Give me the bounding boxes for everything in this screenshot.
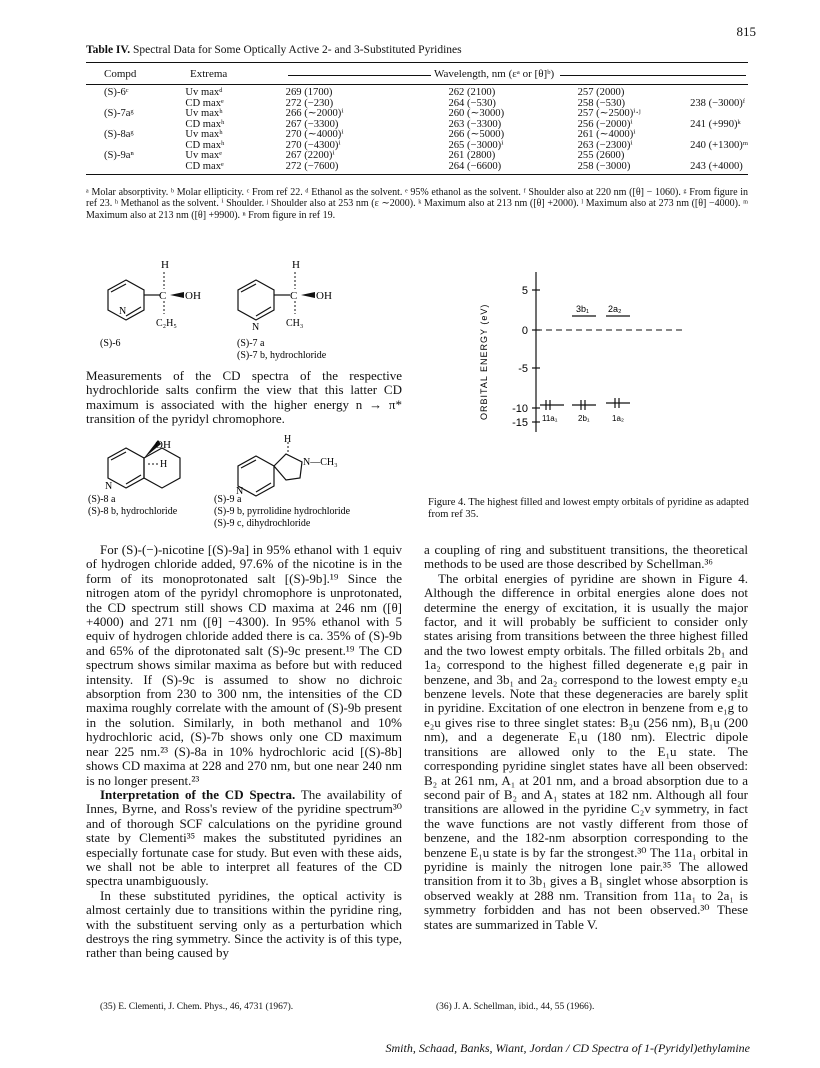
cell-v2: 266 (∼5000): [448, 129, 505, 140]
s6-label: (S)-6: [100, 338, 121, 349]
left-paragraph-1: For (S)-(−)-nicotine [(S)-9a] in 95% ethanol with 1 equiv of hydrogen chloride added, 97.6% of the nicotine is in the form of its monoprotonated salt [(S)-9b].¹⁹ Since the nitrogen atom of the pyridyl chromophore is unprotonated, the CD spectrum still shows CD maxima at 246 nm ([θ] +4000) and 271 nm ([θ] −4300). In 95% ethanol with 5 equiv of hydrogen chloride added there is ca. 35% of (S)-9b and 65% of the diprotonated salt (S)-9c present.¹⁹ The CD spectrum shows similar maxima as before but with reduced intensity. If (S)-9c is assumed to show no dichroic absorption from 230 to 300 nm, the intensities of the CD maxima roughly correlate with the amount of (S)-9b present in the solution. Similarly, in both methanol and 10% hydrochloric acid, (S)-7b shows only one CD maximum near 225 nm.²³ (S)-8a in 10% hydrochloric acid [(S)-8b] shows CD maxima at 228 and 270 nm, but one near 240 nm is no longer present.²³: [86, 542, 402, 788]
cell-extrema: CD maxʰ: [185, 118, 225, 130]
filled-levels: [540, 398, 630, 410]
s9-label3: (S)-9 c, dihydrochloride: [214, 518, 311, 529]
figure4-ylabel: ORBITAL ENERGY (eV): [479, 303, 489, 420]
cell-extrema: Uv maxᵈ: [185, 87, 223, 98]
s7-label2: (S)-7 b, hydrochloride: [237, 350, 327, 361]
s8-label1: (S)-8 a: [88, 494, 116, 505]
page-number: 815: [736, 24, 756, 39]
cell-v2: 264 (−530): [448, 97, 496, 109]
table-row: [86, 151, 748, 162]
col-header-extrema: Extrema: [190, 68, 228, 80]
structures-8-9: [86, 434, 406, 532]
table-footnotes: ᵃ Molar absorptivity. ᵇ Molar ellipticity. ᶜ From ref 22. ᵈ Ethanol as the solvent. ᵉ 95% ethanol as the solvent. ᶠ Shoulder also at 220 nm ([θ] − 1060). ᵍ From figure in ref 23. ʰ Methanol as the solvent. ⁱ Shoulder. ʲ Shoulder also at 253 nm (ε ∼2000). ᵏ Maximum also at 213 nm ([θ] +2000). ˡ Maximum also at 273 nm ([θ] −4000). ᵐ Maximum also at 213 nm ([θ] +9900). ⁿ From figure in ref 19.: [86, 187, 748, 221]
table-bottom-rule: [86, 174, 748, 175]
axis-tick-label: -10: [512, 403, 528, 415]
s9-label2: (S)-9 b, pyrrolidine hydrochloride: [214, 506, 351, 517]
right-body-column: [424, 543, 748, 932]
cell-v2: 260 (∼3000): [448, 108, 505, 119]
label-2a2: 2a₂: [608, 304, 622, 314]
cell-extrema: Uv maxʰ: [185, 108, 223, 119]
cell-v1: 272 (−230): [285, 97, 334, 109]
cell-v3: 258 (−3000): [577, 160, 631, 172]
s9-nch3: N—CH₃: [303, 457, 338, 468]
cell-v2: 263 (−3300): [448, 118, 502, 130]
s6-h: H: [161, 259, 169, 271]
reference-36: (36) J. A. Schellman, ibid., 44, 55 (1966).: [436, 1002, 595, 1012]
cell-compd: [86, 141, 185, 152]
structures-6-7: [86, 258, 406, 366]
s7-oh: OH: [316, 290, 332, 302]
figure4-orbital-diagram: [470, 272, 710, 462]
cell-extrema: CD maxᵉ: [185, 97, 224, 109]
cell-v1: 269 (1700): [285, 87, 333, 98]
cell-extrema: CD maxʰ: [185, 139, 225, 151]
spectral-table: [86, 88, 748, 172]
cell-v4: [690, 130, 748, 141]
axis-tick-label: 0: [521, 325, 528, 337]
axis-tick-label: -5: [518, 363, 528, 375]
cell-v4: 241 (+990)ᵏ: [690, 118, 741, 130]
cell-compd: (S)-7aᵍ: [104, 108, 134, 119]
label-11a1: 11a₁: [542, 414, 558, 423]
s8-h: H: [160, 459, 168, 470]
label-1a2: 1a₂: [612, 414, 625, 423]
cell-v4: 238 (−3000)ᶠ: [690, 97, 746, 109]
cell-v3: 258 (−530): [577, 97, 626, 109]
right-paragraph-2: The orbital energies of pyridine are shown in Figure 4. Although the difference in orbital energies alone does not determine the energy of excitation, it is usually the major factor, and it will probably be sufficient to consider only states arising from transitions between the three highest filled and the two lowest empty orbitals. The filled orbitals 2b₁ and 1a₂ correspond to the highest filled degenerate e₁g pair in benzene, and 3b₁ and 2a₂ correspond to the lowest empty e₂u benzene levels. Note that these degeneracies are barely split in pyridine. Excitation of one electron in benzene from e₁g to e₂u gives rise to three singlet states: B₂u (256 nm), B₁u (200 nm), and a degenerate E₁u (180 nm). Electric dipole transitions are allowed only to the E₁u state. The corresponding pyridine singlet states have all been observed: B₂ at 261 nm, A₁ at 201 nm, and a broad absorption due to a second pair of B₂ and A₁ states at 182 nm. Although all four transitions are allowed in the pyridine C₂v symmetry, in fact the wave functions are not vastly different from those of benzene, and the 182-nm absorption corresponding to the benzene E₁u state is by far the strongest.³⁰ The 11a₁ orbital in pyridine is mainly the nitrogen lone pair.³⁵ The allowed transition from it to 3b₁ gives a B₁ singlet whose absorption is observed weakly at 288 nm. Transition from 11a₁ to 2a₁ is symmetry forbidden and has not been observed.³⁰ These states are summarized in Table V.: [424, 570, 748, 932]
cell-v1: 270 (−4300)ⁱ: [285, 139, 341, 151]
cell-compd: [86, 99, 185, 110]
wavelength-bracket-left: [288, 75, 431, 76]
cell-extrema: Uv maxʰ: [185, 129, 223, 140]
table-caption-label: Table IV.: [86, 44, 131, 56]
s8-oh: OH: [155, 439, 171, 451]
cell-v3: 257 (∼2500)ⁱ·ʲ: [577, 108, 641, 119]
s8-n: N: [105, 481, 113, 492]
table-top-rule: [86, 62, 748, 63]
s6-n: N: [119, 306, 127, 317]
cell-v4: 243 (+4000): [690, 160, 743, 172]
reference-35: (35) E. Clementi, J. Chem. Phys., 46, 4731 (1967).: [100, 1002, 294, 1012]
s7-ch3: CH₃: [286, 318, 304, 329]
pyridine-ring-7: [238, 280, 274, 320]
cell-extrema: CD maxᵉ: [185, 160, 224, 172]
col-header-compd: Compd: [104, 68, 137, 80]
s9-n: N: [236, 486, 244, 497]
cell-v1: 267 (2200)ⁱ: [285, 150, 335, 161]
s8-label2: (S)-8 b, hydrochloride: [88, 506, 178, 517]
cell-compd: [86, 162, 185, 173]
cell-v3: 256 (−2000)ⁱ: [577, 118, 633, 130]
cell-v2: 262 (2100): [448, 87, 496, 98]
left-body-column: [86, 543, 402, 961]
cell-v2: 265 (−3000)ⁱ: [448, 139, 504, 151]
s9-label1: (S)-9 a: [214, 494, 242, 505]
s6-c2h5: C₂H₅: [156, 318, 177, 329]
cell-v3: 261 (∼4000)ⁱ: [577, 129, 636, 140]
cell-v4: [690, 88, 748, 99]
table-header-rule: [86, 84, 748, 85]
cell-v3: 263 (−2300)ⁱ: [577, 139, 633, 151]
figure4-caption: Figure 4. The highest filled and lowest empty orbitals of pyridine as adapted from ref 35.: [428, 497, 749, 520]
cell-v3: 257 (2000): [577, 87, 625, 98]
cell-v4: [690, 151, 748, 162]
table-row: [86, 88, 748, 99]
cell-compd: (S)-8aᵍ: [104, 129, 134, 140]
cell-compd: (S)-6ᶜ: [104, 87, 129, 98]
axis-tick-label: -15: [512, 417, 528, 429]
cell-v2: 264 (−6600): [448, 160, 502, 172]
cell-compd: [86, 120, 185, 131]
table-caption: [86, 44, 462, 56]
s7-c: C: [290, 290, 298, 302]
label-3b1: 3b₁: [576, 304, 590, 314]
cell-v1: 272 (−7600): [285, 160, 339, 172]
ring-9: [238, 454, 302, 496]
axis-tick-label: 5: [521, 285, 528, 297]
s7-h: H: [292, 259, 300, 271]
cell-v2: 261 (2800): [448, 150, 496, 161]
table-row: [86, 130, 748, 141]
col-header-wavelength: Wavelength, nm (εᵃ or [θ]ᵇ): [434, 68, 555, 80]
cell-v1: 270 (∼4000)ⁱ: [285, 129, 344, 140]
s6-c: C: [159, 290, 167, 302]
s7-n: N: [252, 322, 260, 333]
left-intro-paragraph: Measurements of the CD spectra of the respective hydrochloride salts confirm the view that this latter CD maximum is associated with the higher energy n → π* transition of the pyridyl chromophore.: [86, 368, 402, 427]
left-paragraph-2: Interpretation of the CD Spectra. The availability of Innes, Byrne, and Ross's review of the pyridine spectrum³⁰ and of thorough SCF calculations on the pyridine ground state by Clementi³⁵ makes the substituted pyridines an especially fortunate case for study. But even with these aids, we shall not be able to interpret all features of the CD spectra unambiguously.: [86, 786, 402, 889]
table-row: [86, 109, 748, 120]
s7-label1: (S)-7 a: [237, 338, 265, 349]
cell-v4: 240 (+1300)ᵐ: [690, 139, 748, 151]
cell-compd: (S)-9aⁿ: [104, 150, 134, 161]
s9-h: H: [284, 434, 292, 445]
label-2b1: 2b₁: [578, 414, 590, 423]
wavelength-bracket-right: [560, 75, 746, 76]
s6-oh: OH: [185, 290, 201, 302]
cell-extrema: Uv maxᵉ: [185, 150, 222, 161]
cell-v4: [690, 109, 748, 120]
left-paragraph-3: In these substituted pyridines, the optical activity is almost certainly due to transitions within the pyridine ring, with the substituent serving only as a perturbation which destroys the ring symmetry. Since the activity is of this type, rather than being caused by: [86, 887, 402, 961]
running-footer: Smith, Schaad, Banks, Wiant, Jordan / CD Spectra of 1-(Pyridyl)ethylamine: [385, 1041, 750, 1055]
table-row: [86, 162, 748, 173]
ring-8: [108, 448, 180, 488]
table-caption-text: Spectral Data for Some Optically Active 2- and 3-Substituted Pyridines: [132, 44, 462, 56]
right-paragraph-1: a coupling of ring and substituent transitions, the theoretical methods to be used are those described by Schellman.³⁶: [424, 542, 748, 572]
cell-v1: 267 (−3300): [285, 118, 339, 130]
cell-v1: 266 (∼2000)ⁱ: [285, 108, 344, 119]
cell-v3: 255 (2600): [577, 150, 625, 161]
